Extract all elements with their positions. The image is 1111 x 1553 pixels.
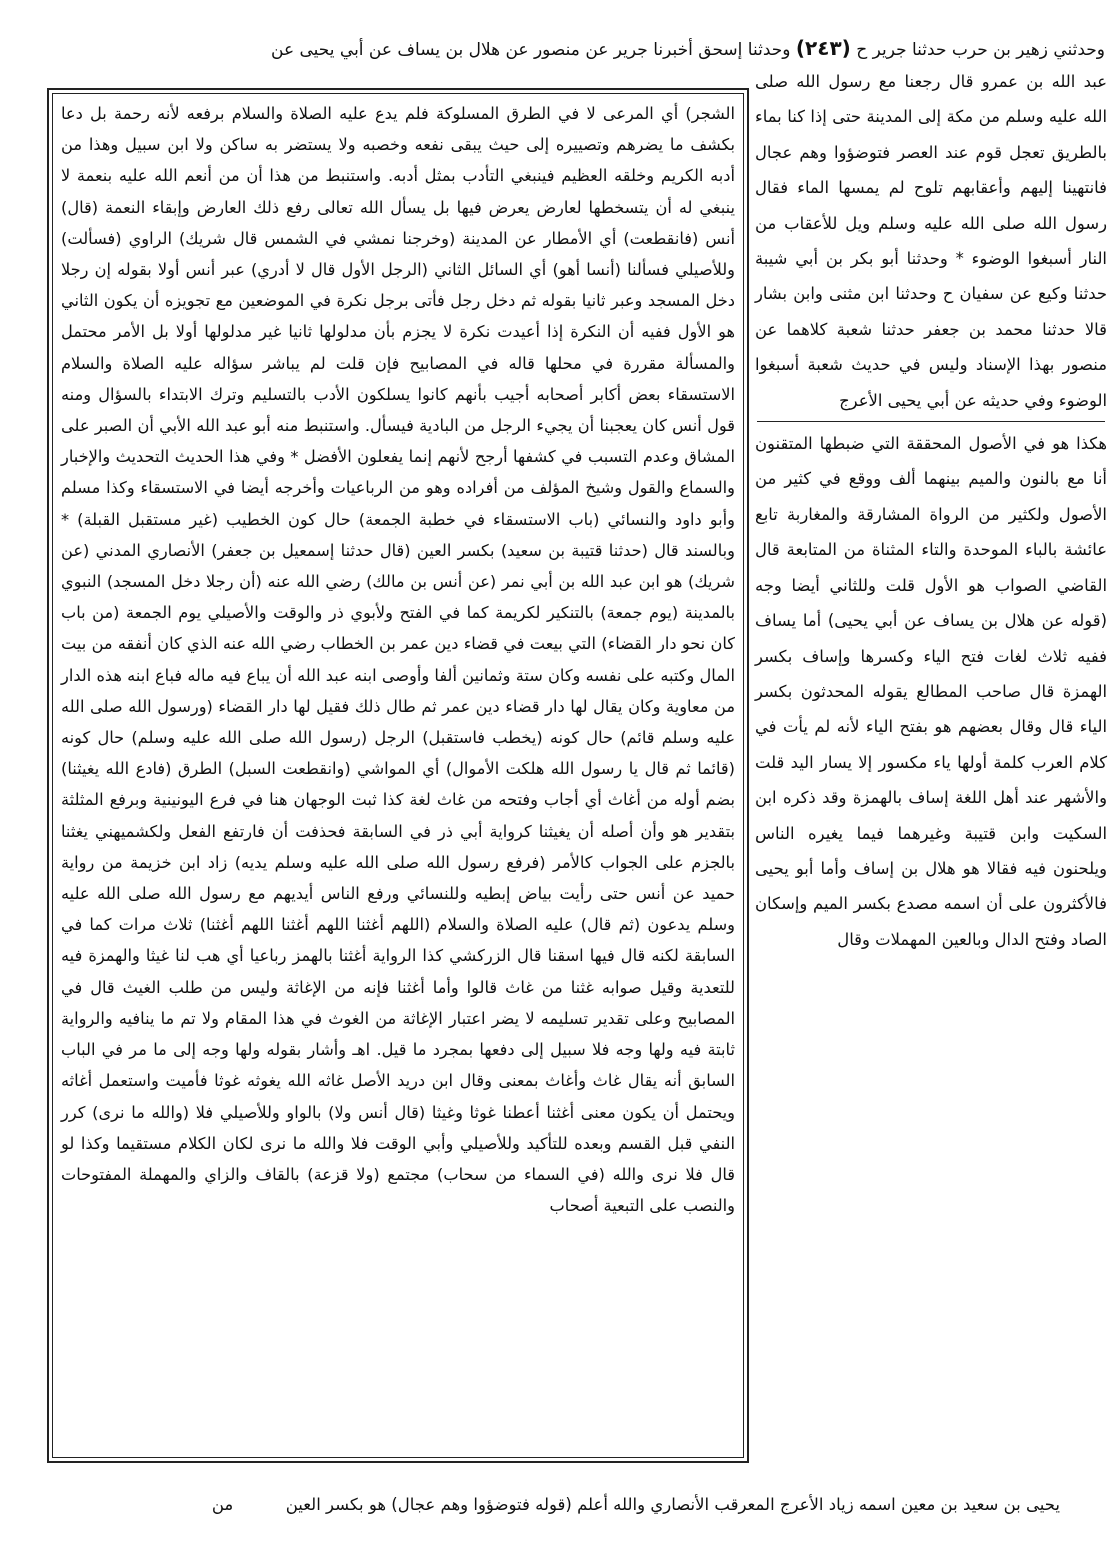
page-footer (60, 1490, 1060, 1520)
footer-text: يحيى بن سعيد بن معين اسمه زياد الأعرج المعرقب الأنصاري والله أعلم (قوله فتوضؤوا وهم عجال) هو بكسر العين (285, 1495, 1060, 1514)
main-commentary-frame (47, 88, 749, 1463)
side-column-hadith (755, 64, 1107, 957)
side-hadith-text: عبد الله بن عمرو قال رجعنا مع رسول الله صلى الله عليه وسلم من مكة إلى المدينة حتى إذا كنا بماء بالطريق تعجل قوم عند العصر فتوضؤوا وهم عجال فانتهينا إليهم وأعقابهم تلوح لم يمسها الماء فقال رسول الله صلى الله عليه وسلم ويل للأعقاب من النار أسبغوا الوضوء * وحدثنا أبو بكر بن أبي شيبة حدثنا وكيع عن سفيان ح وحدثنا ابن مثنى وابن بشار قالا حدثنا محمد بن جعفر حدثنا شعبة كلاهما عن منصور بهذا الإسناد وليس في حديث شعبة أسبغوا الوضوء وفي حديثه عن أبي يحيى الأعرج (755, 72, 1107, 410)
catchword: من (211, 1495, 234, 1514)
header-text-start: وحدثني زهير بن حرب حدثنا جرير ح (856, 40, 1105, 60)
side-divider (757, 421, 1105, 422)
main-commentary-text: الشجر) أي المرعى لا في الطرق المسلوكة فلم يدع عليه الصلاة والسلام برفعه لأنه رحمة بل دعا بكشف ما يضرهم وتصييره إلى حيث يبقى نفعه وخصبه ولا يستضر به ساكن ولا ابن سبيل وهذا من أدبه الكريم وخلقه العظيم فينبغي التأدب بمثل أدبه. واستنبط من هذا أن من أنعم الله عليه بنعمة لا ينبغي له أن يتسخطها لعارض يعرض فيها بل يسأل الله تعالى رفع ذلك العارض وإبقاء النعمة (قال) أنس (فانقطعت) أي الأمطار عن المدينة (وخرجنا نمشي في الشمس قال شريك) الراوي (فسألت) وللأصيلي فسألنا (أنسا أهو) أي السائل الثاني (الرجل الأول قال لا أدري) عبر أنس أولا بقوله إن رجلا دخل المسجد وعبر ثانيا بقوله ثم دخل رجل فأتى برجل نكرة في الموضعين مع تجويزه أن يكون الثاني هو الأول ففيه أن النكرة إذا أعيدت نكرة لا يجزم بأن مدلولها ثانيا غير مدلولها أولا بل الأمر محتمل والمسألة مقررة في محلها قاله في المصابيح فإن قلت لم يباشر سؤاله عليه الصلاة والسلام الاستسقاء بعض أكابر أصحابه أجيب بأنهم كانوا يسلكون الأدب بالتسليم وترك الابتداء بالسؤال ومنه قول أنس كان يعجبنا أن يجيء الرجل من البادية فيسأل. واستنبط منه أبو عبد الله الأبي أن الصبر على المشاق وعدم التسبب في كشفها أرجح لأنهم إنما يفعلون الأفضل * وفي هذا الحديث التحديث والإخبار والسماع والقول وشيخ المؤلف من أفراده وهو من الرباعيات وأخرجه أيضا في الاستسقاء وكذا مسلم وأبو داود والنسائي (باب الاستسقاء في خطبة الجمعة) حال كون الخطيب (غير مستقبل القبلة) * وبالسند قال (حدثنا قتيبة بن سعيد) بكسر العين (قال حدثنا إسمعيل بن جعفر) الأنصاري المدني (عن شريك) هو ابن عبد الله بن أبي نمر (عن أنس بن مالك) رضي الله عنه (أن رجلا دخل المسجد) النبوي بالمدينة (يوم جمعة) بالتنكير لكريمة كما في الفتح ولأبوي ذر والوقت والأصيلي يوم الجمعة (من باب كان نحو دار القضاء) التي بيعت في قضاء دين عمر بن الخطاب رضي الله عنه الذي كان أنفقه من بيت المال وكتبه على نفسه وكان ستة وثمانين ألفا وأوصى ابنه عبد الله أن يباع فيه ماله فباع ابنه هذه الدار من معاوية وكان يقال لها دار قضاء دين عمر ثم طال ذلك فقيل لها دار القضاء (ورسول الله صلى الله عليه وسلم قائم) حال كونه (يخطب فاستقبل) الرجل (رسول الله صلى الله عليه وسلم) حال كونه (قائما ثم قال يا رسول الله هلكت الأموال) أي المواشي (وانقطعت السبل) الطرق (فادع الله يغيثنا) بضم أوله من أغاث أي أجاب وفتحه من غاث لغة كذا ثبت الوجهان هنا في فرع اليونينية وبرفع المثلثة بتقدير هو وأن أصله أن يغيثنا كرواية أبي ذر في السابقة فحذفت أن فارتفع الفعل ولكشميهني يغثنا بالجزم على الجواب كالأمر (فرفع رسول الله صلى الله عليه وسلم يديه) زاد ابن خزيمة من رواية حميد عن أنس حتى رأيت بياض إبطيه وللنسائي ورفع الناس أيديهم مع رسول الله صلى الله عليه وسلم يدعون (ثم قال) عليه الصلاة والسلام (اللهم أغثنا اللهم أغثنا اللهم أغثنا) ثلاث مرات كما في السابقة لكنه قال فيها اسقنا قال الزركشي كذا الرواية أغثنا بالهمز رباعيا أي هب لنا غيثا والهمزة فيه للتعدية وقيل صوابه غثنا من غاث قالوا وأما أغثنا فإنه من الإغاثة وليس من طلب الغيث قال في المصابيح وعلى تقدير تسليمه لا يضر اعتبار الإغاثة من الغوث في هذا المقام ولا تم ما ينافيه والرواية ثابتة فيه ولها وجه فلا سبيل إلى دفعها بمجرد ما قيل. اهـ وأشار بقوله ولها وجه إلى ما مر في الباب السابق أنه يقال غاث وأغاث بمعنى وقال ابن دريد الأصل غاثه الله يغوثه غوثا فأميت واستعمل أغاثه ويحتمل أن يكون معنى أغثنا أعطنا غوثا وغيثا (قال أنس ولا) بالواو وللأصيلي فلا (والله ما نرى) كرر النفي قبل القسم وبعده للتأكيد وللأصيلي وأبي الوقت فلا والله ما نرى لكان الكلام مستقيما وكذا لو قال فلا نرى والله (في السماء من سحاب) مجتمع (ولا قزعة) بالقاف والزاي والمهملة المفتوحات والنصب على التبعية أصحاب (61, 104, 735, 1216)
header-text-end: وحدثنا إسحق أخبرنا جرير عن منصور عن هلال بن يساف عن أبي يحيى عن (271, 40, 791, 60)
main-commentary-inner-frame (52, 93, 744, 1458)
page-header (50, 34, 1105, 64)
page-number: (٢٤٣) (795, 36, 851, 60)
side-commentary-text: هكذا هو في الأصول المحققة التي ضبطها المتقنون أنا مع بالنون والميم بينهما ألف ووقع في كثير من الأصول ولكثير من الرواة المشارقة والمغاربة تابع عائشة بالباء الموحدة والتاء المثناة من المتابعة قال القاضي الصواب هو الأول قلت وللثاني أيضا وجه (قوله عن هلال بن يساف عن أبي يحيى) أما يساف ففيه ثلاث لغات فتح الياء وكسرها وإساف بكسر الهمزة قال صاحب المطالع يقوله المحدثون بكسر الياء قال وقال بعضهم هو بفتح الياء لأنه لم يأت في كلام العرب كلمة أولها ياء مكسور إلا يسار اليد قلت والأشهر عند أهل اللغة إساف بالهمزة وقد ذكره ابن السكيت وابن قتيبة وغيرهما فيما يغيره الناس ويلحنون فيه فقالا هو هلال بن إساف وأما أبو يحيى فالأكثرون على أن اسمه مصدع بكسر الميم وإسكان الصاد وفتح الدال وبالعين المهملات وقال (755, 434, 1107, 949)
